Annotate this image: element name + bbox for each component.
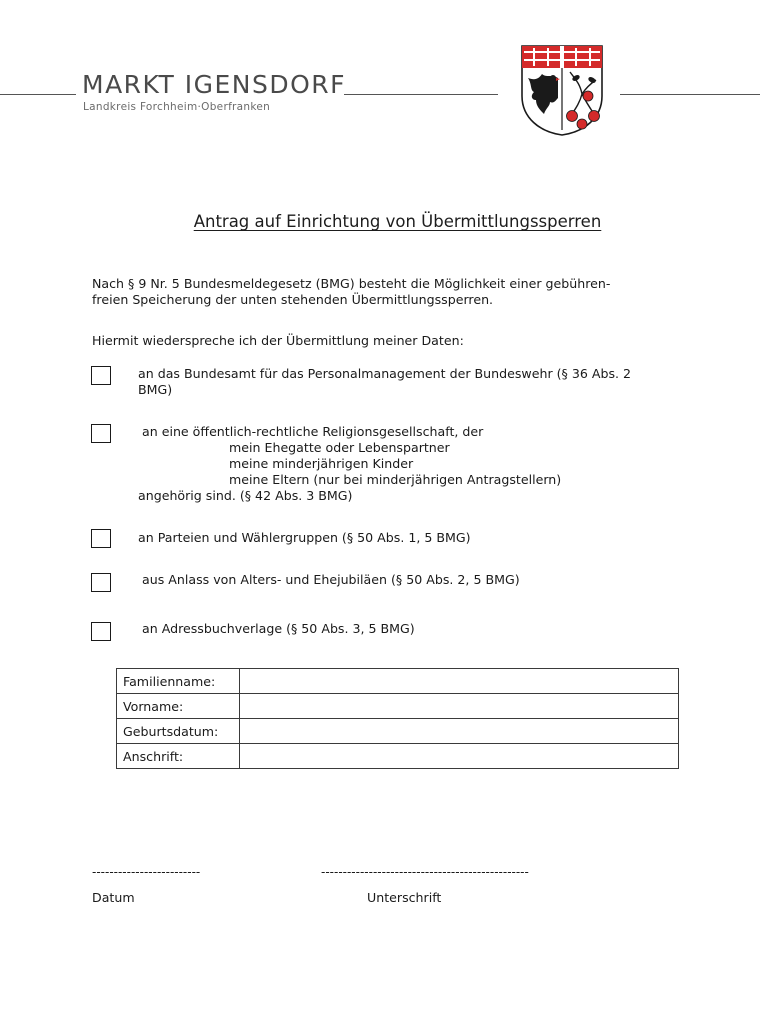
intro-text-line-1: Nach § 9 Nr. 5 Bundesmeldegesetz (BMG) besteht die Möglichkeit einer gebühren- (92, 276, 611, 291)
municipality-name: MARKT IGENSDORF (82, 70, 347, 99)
personal-data-table (116, 668, 679, 769)
option-religion-line-1: an eine öffentlich-rechtliche Religionsgesellschaft, der (142, 424, 484, 439)
option-parteien: an Parteien und Wählergruppen (§ 50 Abs. 1, 5 BMG) (138, 530, 471, 545)
document-title: Antrag auf Einrichtung von Übermittlungssperren (193, 212, 602, 231)
coat-of-arms-icon (520, 44, 604, 136)
checkbox-parteien[interactable] (91, 529, 111, 548)
signature-label: Unterschrift (367, 890, 442, 905)
geburtsdatum-field[interactable] (240, 719, 679, 744)
table-row (117, 719, 679, 744)
option-bundeswehr-line-1: an das Bundesamt für das Personalmanagement der Bundeswehr (§ 36 Abs. 2 (138, 366, 632, 381)
label-anschrift: Anschrift: (117, 744, 240, 769)
header-rule-right (620, 94, 760, 95)
checkbox-bundeswehr[interactable] (91, 366, 111, 385)
option-adressbuch: an Adressbuchverlage (§ 50 Abs. 3, 5 BMG) (142, 621, 415, 636)
intro-text-line-2: freien Speicherung der unten stehenden Übermittlungssperren. (92, 292, 494, 307)
signature-line: ------------------------------------------------ (321, 865, 529, 879)
option-religion-sub-1: mein Ehegatte oder Lebenspartner (229, 440, 450, 455)
checkbox-religionsgesellschaft[interactable] (91, 424, 111, 443)
anschrift-field[interactable] (240, 744, 679, 769)
option-jubilaeen: aus Anlass von Alters- und Ehejubiläen (§ 50 Abs. 2, 5 BMG) (142, 572, 520, 587)
table-row (117, 669, 679, 694)
header-rule-left (0, 94, 76, 95)
table-row (117, 694, 679, 719)
table-row (117, 744, 679, 769)
objection-statement: Hiermit wiederspreche ich der Übermittlung meiner Daten: (92, 333, 464, 348)
checkbox-adressbuchverlage[interactable] (91, 622, 111, 641)
familienname-field[interactable] (240, 669, 679, 694)
vorname-field[interactable] (240, 694, 679, 719)
option-religion-sub-3: meine Eltern (nur bei minderjährigen Antragstellern) (229, 472, 562, 487)
header-rule-middle (344, 94, 498, 95)
district-name: Landkreis Forchheim·Oberfranken (83, 101, 271, 113)
label-familienname: Familienname: (117, 669, 240, 694)
label-geburtsdatum: Geburtsdatum: (117, 719, 240, 744)
option-religion-sub-2: meine minderjährigen Kinder (229, 456, 414, 471)
label-vorname: Vorname: (117, 694, 240, 719)
checkbox-jubilaeen[interactable] (91, 573, 111, 592)
option-bundeswehr-line-2: BMG) (138, 382, 173, 397)
date-label: Datum (92, 890, 135, 905)
option-religion-line-2: angehörig sind. (§ 42 Abs. 3 BMG) (138, 488, 353, 503)
date-line: ------------------------- (92, 865, 201, 879)
